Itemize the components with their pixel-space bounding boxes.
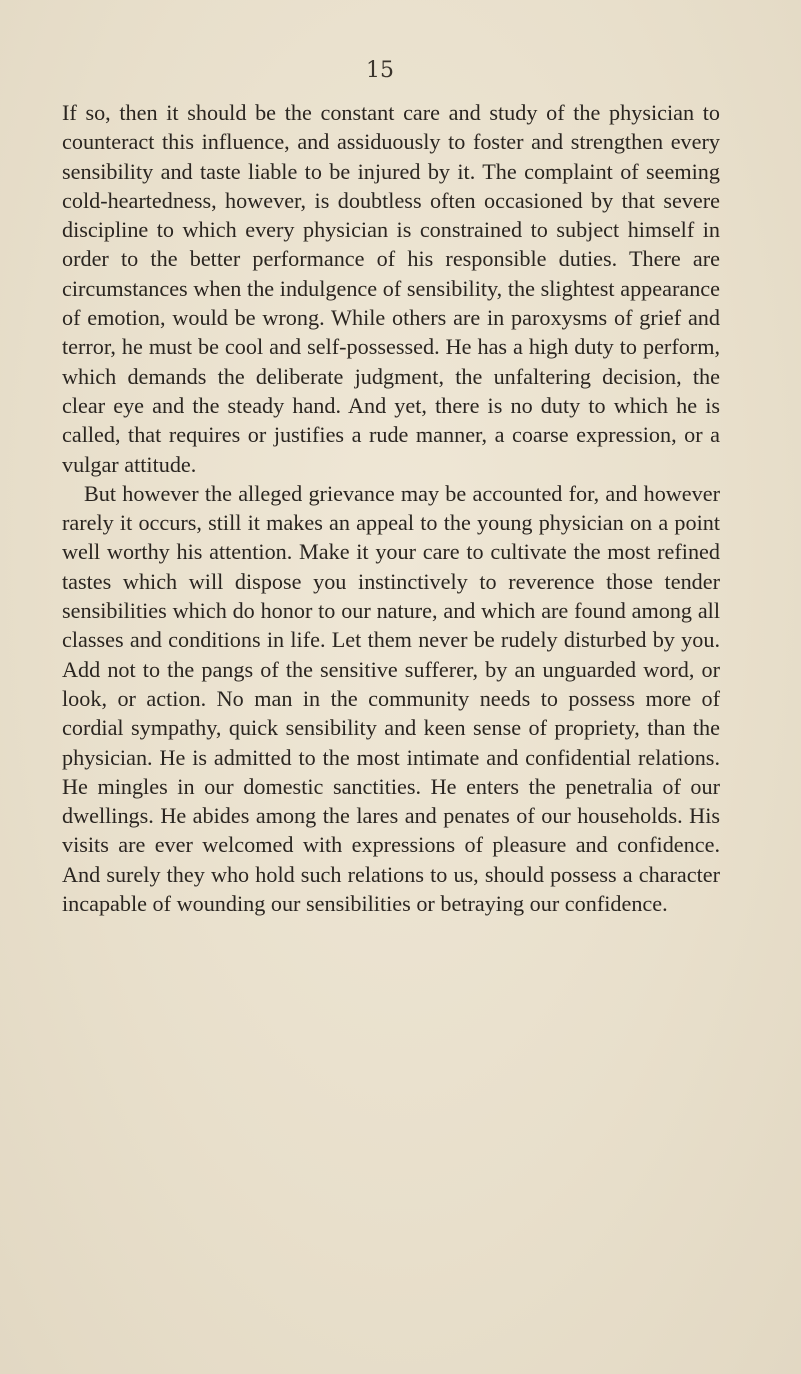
body-text: [62, 98, 720, 918]
paragraph-2: But however the alleged grievance may be accounted for, and however rarely it occurs, still it makes an appeal to the young physician on a point well worthy his attention. Make it your care to cultivate the most refined tastes which will dispose you instinctively to reverence those tender sensibilities which do honor to our nature, and which are found among all classes and conditions in life. Let them never be rudely disturbed by you. Add not to the pangs of the sensitive sufferer, by an unguarded word, or look, or action. No man in the community needs to possess more of cordial sympathy, quick sensibility and keen sense of propriety, than the physician. He is admitted to the most intimate and confidential relations. He mingles in our domestic sanctities. He enters the penetralia of our dwellings. He abides among the lares and penates of our households. His visits are ever welcomed with expressions of pleasure and confidence. And surely they who hold such relations to us, should possess a character incapable of wounding our sensibilities or betraying our confidence.: [62, 480, 720, 917]
page-number: 15: [366, 58, 394, 83]
paragraph-1: If so, then it should be the constant care and study of the physician to counteract this influence, and assiduously to foster and strengthen every sensibility and taste liable to be injured by it. The complaint of seeming cold-heartedness, however, is doubtless often occasioned by that severe discipline to which every physician is constrained to subject himself in order to the better performance of his responsible duties. There are circumstances when the indulgence of sensibility, the slightest appearance of emotion, would be wrong. While others are in paroxysms of grief and terror, he must be cool and self-possessed. He has a high duty to perform, which demands the deliberate judgment, the unfaltering decision, the clear eye and the steady hand. And yet, there is no duty to which he is called, that requires or justifies a rude manner, a coarse expression, or a vulgar attitude.: [62, 100, 720, 477]
